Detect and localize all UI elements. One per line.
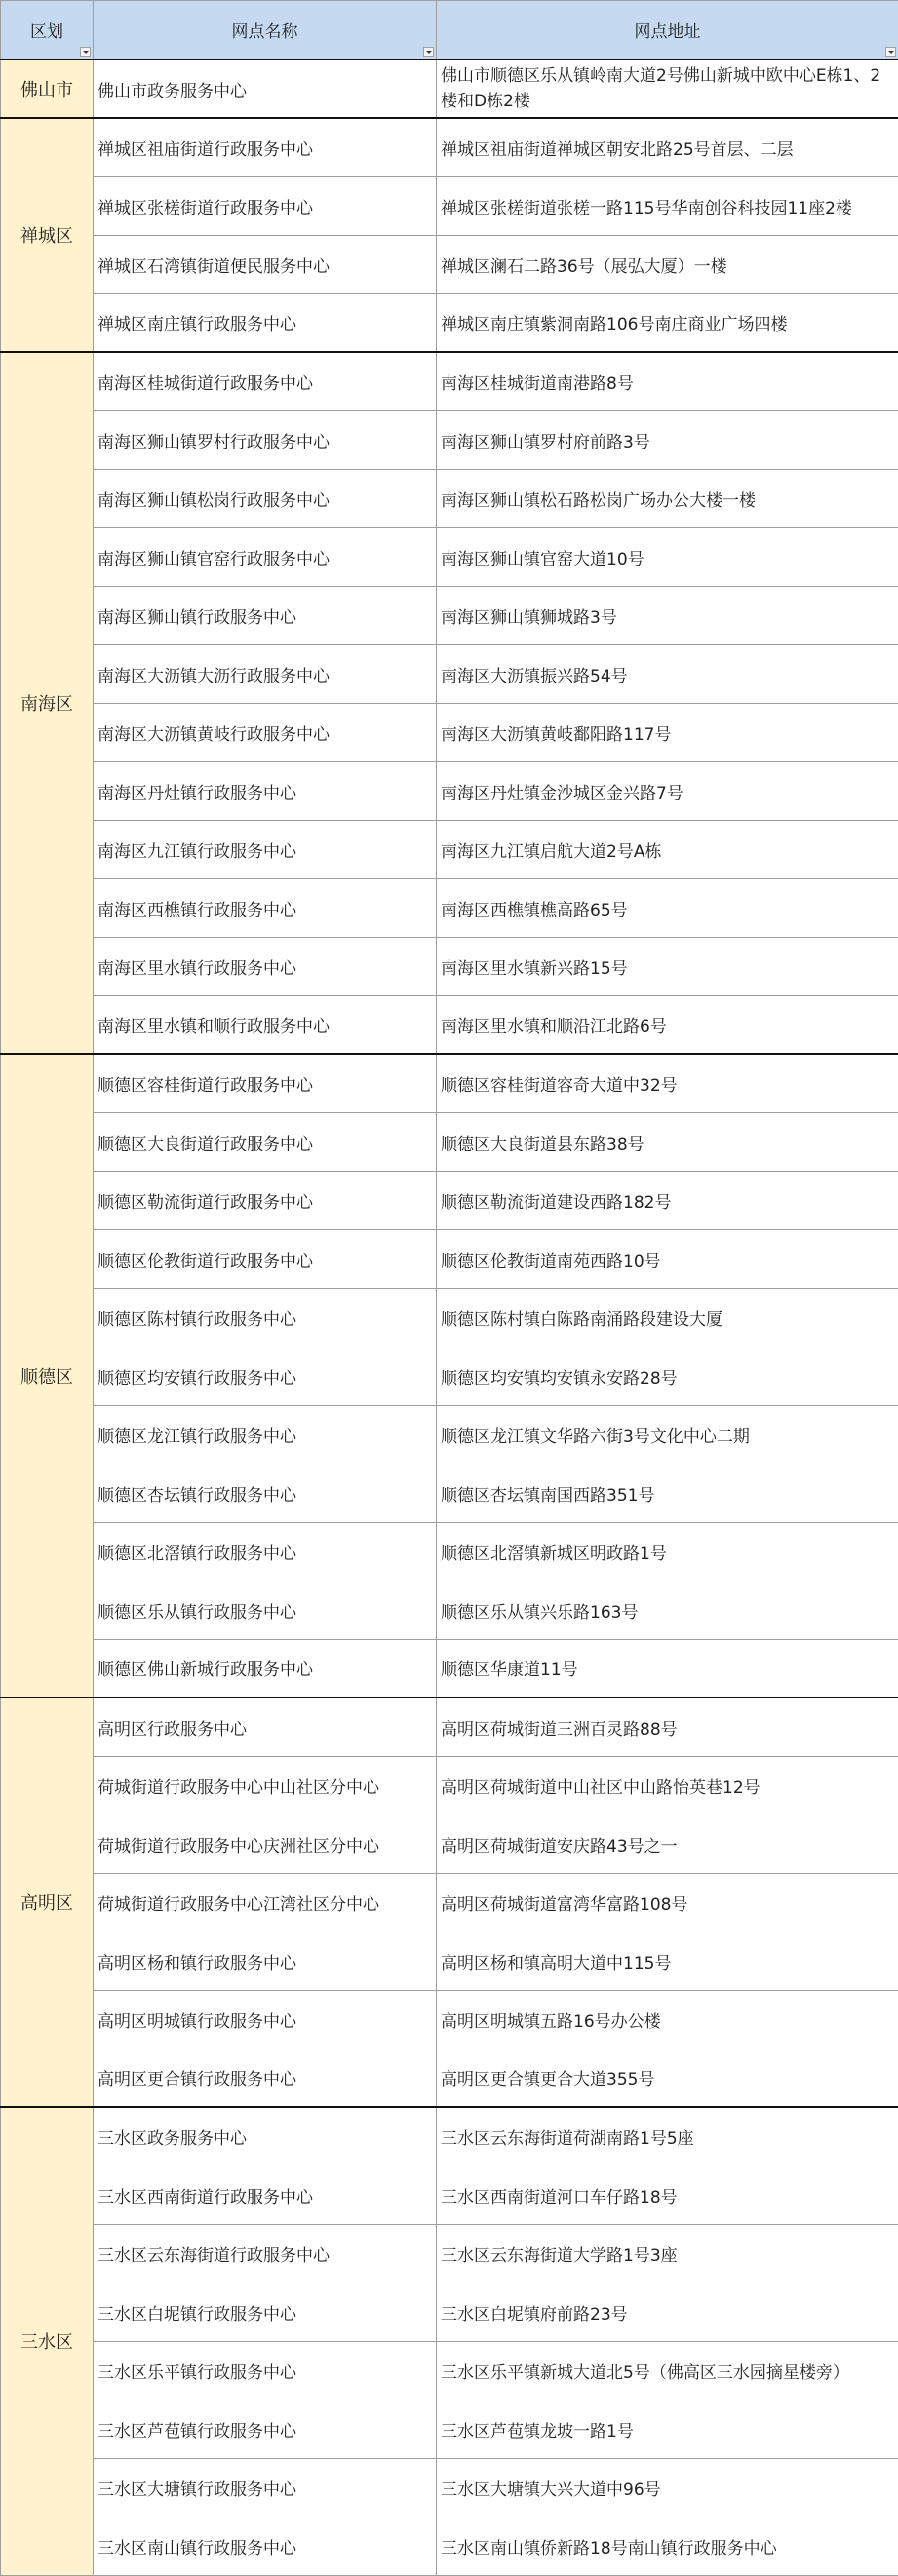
service-point-name-cell[interactable]: 荷城街道行政服务中心庆洲社区分中心 (94, 1815, 437, 1873)
service-point-address-cell[interactable]: 高明区荷城街道三洲百灵路88号 (437, 1698, 898, 1756)
table-row (1, 1464, 898, 1522)
service-point-address-cell[interactable]: 南海区九江镇启航大道2号A栋 (437, 820, 898, 878)
table-row (1, 1873, 898, 1932)
service-point-name-cell[interactable]: 顺德区均安镇行政服务中心 (94, 1347, 437, 1405)
table-row (1, 2283, 898, 2341)
service-point-address-cell[interactable]: 顺德区大良街道县东路38号 (437, 1112, 898, 1171)
service-point-name-cell[interactable]: 顺德区乐从镇行政服务中心 (94, 1581, 437, 1639)
table-row (1, 1581, 898, 1639)
service-point-name-cell[interactable]: 顺德区杏坛镇行政服务中心 (94, 1464, 437, 1522)
table-row (1, 469, 898, 527)
service-point-name-cell[interactable]: 三水区白坭镇行政服务中心 (94, 2283, 437, 2341)
service-point-address-cell[interactable]: 南海区桂城街道南港路8号 (437, 352, 898, 410)
table-row (1, 2341, 898, 2400)
service-point-name-cell[interactable]: 顺德区伦教街道行政服务中心 (94, 1229, 437, 1288)
service-point-address-cell[interactable]: 顺德区乐从镇兴乐路163号 (437, 1581, 898, 1639)
service-point-name-cell[interactable]: 三水区大塘镇行政服务中心 (94, 2458, 437, 2517)
service-point-address-cell[interactable]: 禅城区澜石二路36号（展弘大厦）一楼 (437, 235, 898, 293)
service-point-address-cell[interactable]: 佛山市顺德区乐从镇岭南大道2号佛山新城中欧中心E栋1、2楼和D栋2楼 (437, 59, 898, 118)
table-row (1, 2458, 898, 2517)
table-row (1, 293, 898, 352)
table-row (1, 527, 898, 586)
table-row (1, 2107, 898, 2166)
service-point-address-cell[interactable]: 南海区大沥镇黄岐鄱阳路117号 (437, 703, 898, 761)
service-point-name-cell[interactable]: 南海区狮山镇行政服务中心 (94, 586, 437, 644)
table-row (1, 1229, 898, 1288)
service-point-name-cell[interactable]: 顺德区北滘镇行政服务中心 (94, 1522, 437, 1581)
table-row (1, 644, 898, 703)
service-point-name-cell[interactable]: 荷城街道行政服务中心中山社区分中心 (94, 1756, 437, 1815)
service-point-address-cell[interactable]: 高明区荷城街道安庆路43号之一 (437, 1815, 898, 1873)
filter-dropdown-icon[interactable] (80, 47, 91, 57)
service-point-name-cell[interactable]: 三水区南山镇行政服务中心 (94, 2517, 437, 2575)
service-point-name-cell[interactable]: 南海区里水镇和顺行政服务中心 (94, 995, 437, 1054)
service-point-name-cell[interactable]: 高明区明城镇行政服务中心 (94, 1990, 437, 2049)
service-point-name-cell[interactable]: 禅城区石湾镇街道便民服务中心 (94, 235, 437, 293)
table-row (1, 235, 898, 293)
table-row (1, 118, 898, 176)
table-row (1, 2224, 898, 2283)
service-point-address-cell[interactable]: 三水区南山镇侨新路18号南山镇行政服务中心 (437, 2517, 898, 2575)
service-point-name-cell[interactable]: 三水区西南街道行政服务中心 (94, 2166, 437, 2224)
service-point-address-cell[interactable]: 顺德区均安镇均安镇永安路28号 (437, 1347, 898, 1405)
service-point-address-cell[interactable]: 顺德区陈村镇白陈路南涌路段建设大厦 (437, 1288, 898, 1347)
district-cell[interactable]: 高明区 (1, 1698, 94, 2107)
service-point-name-cell[interactable]: 顺德区容桂街道行政服务中心 (94, 1054, 437, 1112)
table-row (1, 1054, 898, 1112)
filter-dropdown-icon[interactable] (423, 47, 434, 57)
service-point-name-cell[interactable]: 高明区杨和镇行政服务中心 (94, 1932, 437, 1990)
service-point-address-cell[interactable]: 顺德区勒流街道建设西路182号 (437, 1171, 898, 1229)
table-row (1, 1171, 898, 1229)
service-point-name-cell[interactable]: 南海区西樵镇行政服务中心 (94, 878, 437, 937)
table-row (1, 586, 898, 644)
table-row (1, 1815, 898, 1873)
service-point-name-cell[interactable]: 高明区更合镇行政服务中心 (94, 2049, 437, 2107)
service-point-address-cell[interactable]: 南海区西樵镇樵高路65号 (437, 878, 898, 937)
service-point-address-cell[interactable]: 顺德区华康道11号 (437, 1639, 898, 1698)
service-point-address-cell[interactable]: 顺德区伦教街道南苑西路10号 (437, 1229, 898, 1288)
table-row (1, 1522, 898, 1581)
service-point-name-cell[interactable]: 南海区狮山镇官窑行政服务中心 (94, 527, 437, 586)
service-point-address-cell[interactable]: 三水区白坭镇府前路23号 (437, 2283, 898, 2341)
table-row (1, 59, 898, 118)
service-point-name-cell[interactable]: 南海区丹灶镇行政服务中心 (94, 761, 437, 820)
service-point-address-cell[interactable]: 三水区大塘镇大兴大道中96号 (437, 2458, 898, 2517)
table-row (1, 2400, 898, 2458)
header-row (1, 1, 898, 60)
service-point-name-cell[interactable]: 南海区里水镇行政服务中心 (94, 937, 437, 995)
table-row (1, 410, 898, 469)
table-row (1, 703, 898, 761)
service-point-name-cell[interactable]: 顺德区勒流街道行政服务中心 (94, 1171, 437, 1229)
table-row (1, 2517, 898, 2575)
district-cell[interactable]: 禅城区 (1, 118, 94, 352)
service-point-address-cell[interactable]: 顺德区龙江镇文华路六街3号文化中心二期 (437, 1405, 898, 1464)
service-point-name-cell[interactable]: 佛山市政务服务中心 (94, 59, 437, 118)
service-point-address-cell[interactable]: 南海区狮山镇狮城路3号 (437, 586, 898, 644)
service-point-address-cell[interactable]: 高明区杨和镇高明大道中115号 (437, 1932, 898, 1990)
table-row (1, 878, 898, 937)
table-row (1, 937, 898, 995)
service-point-address-cell[interactable]: 三水区西南街道河口车仔路18号 (437, 2166, 898, 2224)
service-point-address-cell[interactable]: 三水区芦苞镇龙坡一路1号 (437, 2400, 898, 2458)
service-point-address-cell[interactable]: 禅城区祖庙街道禅城区朝安北路25号首层、二层 (437, 118, 898, 176)
service-point-name-cell[interactable]: 禅城区张槎街道行政服务中心 (94, 176, 437, 235)
service-point-address-cell[interactable]: 高明区明城镇五路16号办公楼 (437, 1990, 898, 2049)
service-point-address-cell[interactable]: 南海区狮山镇官窑大道10号 (437, 527, 898, 586)
service-point-address-cell[interactable]: 南海区狮山镇罗村府前路3号 (437, 410, 898, 469)
table-row (1, 1347, 898, 1405)
header-district[interactable]: 区划 (1, 1, 94, 60)
filter-dropdown-icon[interactable] (885, 47, 896, 57)
table-row (1, 176, 898, 235)
service-point-name-cell[interactable]: 南海区九江镇行政服务中心 (94, 820, 437, 878)
table-row (1, 1932, 898, 1990)
service-point-address-cell[interactable]: 高明区荷城街道富湾华富路108号 (437, 1873, 898, 1932)
table-row (1, 1405, 898, 1464)
service-point-name-cell[interactable]: 顺德区大良街道行政服务中心 (94, 1112, 437, 1171)
service-point-name-cell[interactable]: 南海区狮山镇松岗行政服务中心 (94, 469, 437, 527)
table-row (1, 1990, 898, 2049)
table-row (1, 761, 898, 820)
service-point-address-cell[interactable]: 三水区云东海街道大学路1号3座 (437, 2224, 898, 2283)
district-cell[interactable]: 南海区 (1, 352, 94, 1054)
service-point-address-cell[interactable]: 三水区云东海街道荷湖南路1号5座 (437, 2107, 898, 2166)
table-body (1, 59, 898, 2575)
service-point-name-cell[interactable]: 顺德区陈村镇行政服务中心 (94, 1288, 437, 1347)
service-point-address-cell[interactable]: 顺德区北滘镇新城区明政路1号 (437, 1522, 898, 1581)
service-point-address-cell[interactable]: 禅城区张槎街道张槎一路115号华南创谷科技园11座2楼 (437, 176, 898, 235)
service-point-name-cell[interactable]: 南海区大沥镇黄岐行政服务中心 (94, 703, 437, 761)
table-row (1, 1698, 898, 1756)
table-row (1, 1288, 898, 1347)
service-point-address-cell[interactable]: 顺德区容桂街道容奇大道中32号 (437, 1054, 898, 1112)
service-point-name-cell[interactable]: 三水区芦苞镇行政服务中心 (94, 2400, 437, 2458)
service-point-name-cell[interactable]: 顺德区龙江镇行政服务中心 (94, 1405, 437, 1464)
district-cell[interactable]: 顺德区 (1, 1054, 94, 1698)
service-point-name-cell[interactable]: 高明区行政服务中心 (94, 1698, 437, 1756)
service-point-name-cell[interactable]: 顺德区佛山新城行政服务中心 (94, 1639, 437, 1698)
service-point-name-cell[interactable]: 三水区政务服务中心 (94, 2107, 437, 2166)
service-point-name-cell[interactable]: 禅城区南庄镇行政服务中心 (94, 293, 437, 352)
service-point-address-cell[interactable]: 南海区大沥镇振兴路54号 (437, 644, 898, 703)
table-row (1, 1112, 898, 1171)
table-row (1, 352, 898, 410)
header-address[interactable]: 网点地址 (437, 1, 898, 60)
service-point-name-cell[interactable]: 禅城区祖庙街道行政服务中心 (94, 118, 437, 176)
service-point-name-cell[interactable]: 三水区云东海街道行政服务中心 (94, 2224, 437, 2283)
table-row (1, 2166, 898, 2224)
district-cell[interactable]: 佛山市 (1, 59, 94, 118)
service-point-address-cell[interactable]: 高明区荷城街道中山社区中山路怡英巷12号 (437, 1756, 898, 1815)
service-point-name-cell[interactable]: 三水区乐平镇行政服务中心 (94, 2341, 437, 2400)
service-point-name-cell[interactable]: 荷城街道行政服务中心江湾社区分中心 (94, 1873, 437, 1932)
service-point-address-cell[interactable]: 禅城区南庄镇紫洞南路106号南庄商业广场四楼 (437, 293, 898, 352)
table-row (1, 1756, 898, 1815)
table-row (1, 1639, 898, 1698)
table-row (1, 995, 898, 1054)
district-cell[interactable]: 三水区 (1, 2107, 94, 2575)
service-point-address-cell[interactable]: 高明区更合镇更合大道355号 (437, 2049, 898, 2107)
service-point-name-cell[interactable]: 南海区桂城街道行政服务中心 (94, 352, 437, 410)
service-point-name-cell[interactable]: 南海区狮山镇罗村行政服务中心 (94, 410, 437, 469)
service-point-address-cell[interactable]: 顺德区杏坛镇南国西路351号 (437, 1464, 898, 1522)
service-point-address-cell[interactable]: 南海区里水镇新兴路15号 (437, 937, 898, 995)
service-point-address-cell[interactable]: 南海区里水镇和顺沿江北路6号 (437, 995, 898, 1054)
service-point-address-cell[interactable]: 南海区丹灶镇金沙城区金兴路7号 (437, 761, 898, 820)
table-row (1, 820, 898, 878)
service-point-address-cell[interactable]: 南海区狮山镇松石路松岗广场办公大楼一楼 (437, 469, 898, 527)
table-row (1, 2049, 898, 2107)
header-name[interactable]: 网点名称 (94, 1, 437, 60)
service-point-address-cell[interactable]: 三水区乐平镇新城大道北5号（佛高区三水园摘星楼旁） (437, 2341, 898, 2400)
service-point-name-cell[interactable]: 南海区大沥镇大沥行政服务中心 (94, 644, 437, 703)
